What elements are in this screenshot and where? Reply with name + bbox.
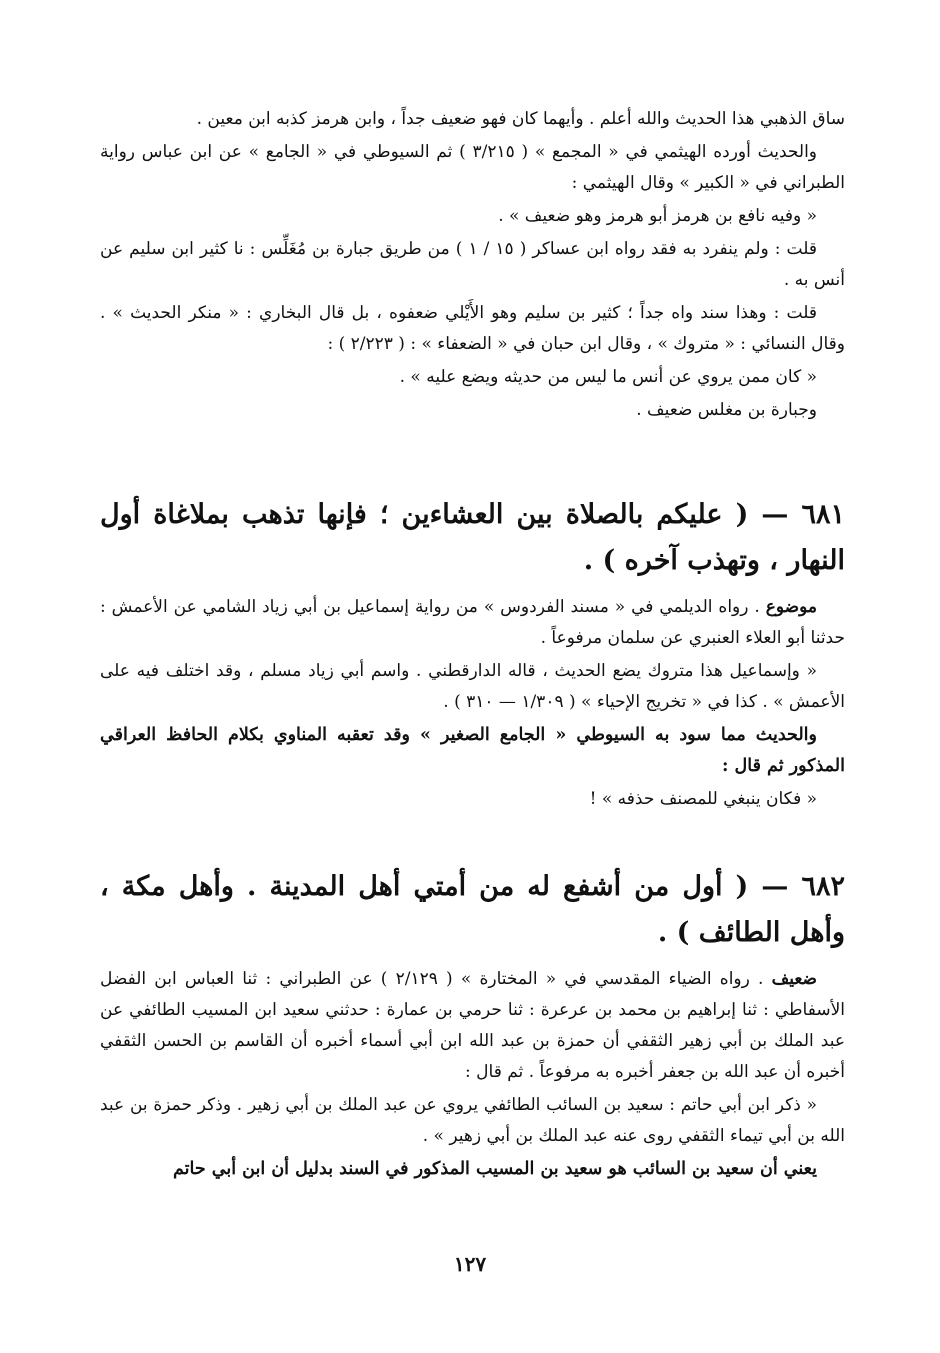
top-section: [100, 104, 845, 428]
paragraph: والحديث أورده الهيثمي في « المجمع » ( ٣/٢١٥ ) ثم السيوطي في « الجامع » عن ابن عباس رواية الطبراني في « الكبير » وقال الهيثمي :: [100, 142, 845, 193]
paragraph-text: . رواه الديلمي في « مسند الفردوس » من رواية إسماعيل بن أبي زياد الشامي عن الأعمش : حدثنا أبو العلاء العنبري عن سلمان مرفوعاً .: [100, 597, 845, 648]
quotation: « فكان ينبغي للمصنف حذفه » !: [589, 789, 817, 809]
paragraph: والحديث مما سود به السيوطي « الجامع الصغير » وقد تعقبه المناوي بكلام الحافظ العراقي المذكور ثم قال :: [100, 725, 845, 776]
hadith-681-section: [100, 486, 845, 817]
paragraph: قلت : ولم ينفرد به فقد رواه ابن عساكر ( ١٥ / ١ ) من طريق جبارة بن مُغَلِّس : نا كثير ابن سليم عن أنس به .: [100, 239, 845, 290]
quotation: « وفيه نافع بن هرمز أبو هرمز وهو ضعيف » .: [498, 206, 817, 226]
page-number: ١٢٧: [453, 1252, 487, 1276]
paragraph: يعني أن سعيد بن السائب هو سعيد بن المسيب المذكور في السند بدليل أن ابن أبي حاتم: [173, 1159, 817, 1179]
hadith-heading: ٦٨١ — ( عليكم بالصلاة بين العشاءين ؛ فإنها تذهب بملاغاة أول النهار ، وتهذب آخره ) .: [100, 499, 845, 576]
hadith-682-section: [100, 858, 845, 1187]
paragraph: وجبارة بن مغلس ضعيف .: [636, 400, 817, 420]
hadith-grade: موضوع: [765, 597, 817, 617]
quotation: « وإسماعيل هذا متروك يضع الحديث ، قاله الدارقطني . واسم أبي زياد مسلم ، وقد اختلف فيه على الأعمش » . كذا في « تخريج الإحياء » ( ١/٣٠٩ — ٣١٠ ) .: [100, 661, 845, 712]
paragraph: قلت : وهذا سند واه جداً ؛ كثير بن سليم وهو الأَيْلي ضعفوه ، بل قال البخاري : « منكر الحديث » . وقال النسائي : « متروك » ، وقال ابن حبان في « الضعفاء » : ( ٢/٢٢٣ ) :: [100, 303, 845, 354]
paragraph: ساق الذهبي هذا الحديث والله أعلم . وأيهما كان فهو ضعيف جداً ، وابن هرمز كذبه ابن معين .: [196, 109, 845, 129]
quotation: « كان ممن يروي عن أنس ما ليس من حديثه ويضع عليه » .: [399, 367, 817, 387]
paragraph: [100, 592, 845, 654]
paragraph-text: . رواه الضياء المقدسي في « المختارة » ( ٢/١٢٩ ) عن الطبراني : ثنا العباس ابن الفضل الأسفاطي : ثنا إبراهيم بن محمد بن عرعرة : ثنا حرمي بن عمارة : حدثني سعيد ابن المسيب الطائفي عن عبد الملك بن أبي زهير الثقفي أن حمزة بن عبد الله ابن أبي أسماء أخبره أن القاسم بن الحسن الثقفي أخبره أن عبد الله بن جعفر أخبره به مرفوعاً . ثم قال :: [100, 969, 845, 1082]
quotation: « ذكر ابن أبي حاتم : سعيد بن السائب الطائفي يروي عن عبد الملك بن أبي زهير . وذكر حمزة بن عبد الله بن أبي تيماء الثقفي روى عنه عبد الملك بن أبي زهير » .: [100, 1095, 845, 1146]
hadith-grade: ضعيف: [771, 969, 817, 989]
paragraph: [100, 964, 845, 1088]
hadith-heading: ٦٨٢ — ( أول من أشفع له من أمتي أهل المدينة . وأهل مكة ، وأهل الطائف ) .: [100, 871, 845, 948]
